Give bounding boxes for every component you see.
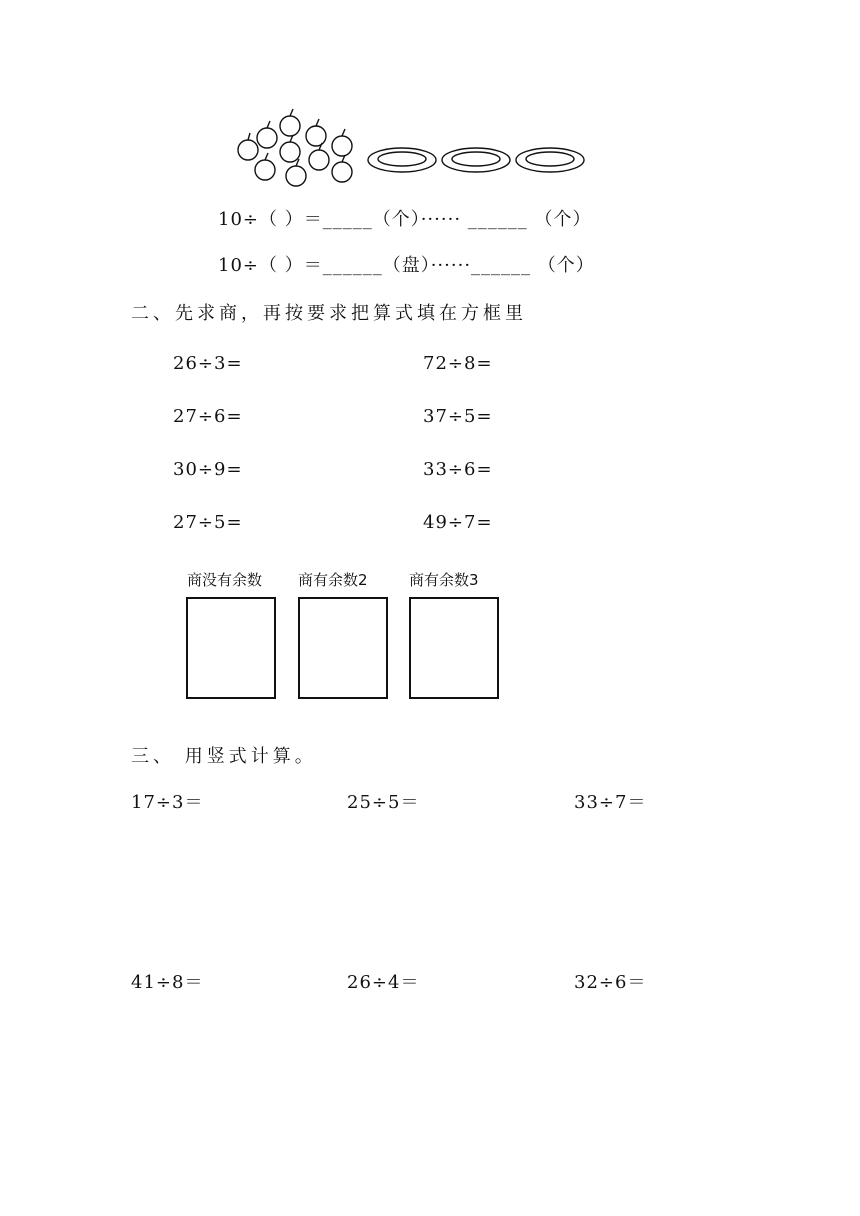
equation-right-1: 72÷8= [423, 353, 493, 374]
answer-box-no-remainder[interactable] [186, 597, 276, 699]
equation-right-2: 37÷5= [423, 406, 493, 427]
long-division-5: 26÷4＝ [347, 972, 420, 993]
equation-right-4: 49÷7= [423, 512, 493, 533]
long-division-3: 33÷7＝ [574, 792, 647, 813]
apple-icon [280, 135, 300, 162]
apple-icon [309, 143, 329, 170]
division-line-apples-per-plate: 10÷（ ）＝_____（个）······ ______ （个） [218, 209, 592, 230]
answer-box-remainder-2[interactable] [298, 597, 388, 699]
apple-icon [255, 153, 275, 180]
apple-icon [332, 129, 352, 156]
equation-left-3: 30÷9= [173, 459, 243, 480]
apple-icon [332, 155, 352, 182]
equation-left-1: 26÷3= [173, 353, 243, 374]
plate-icon [516, 148, 584, 172]
section-3-heading: 三、 用竖式计算。 [131, 746, 317, 767]
division-line-plates: 10÷（ ）＝______（盘）······______ （个） [218, 255, 595, 276]
apple-icon [238, 133, 258, 160]
apple-group [238, 109, 352, 186]
long-division-6: 32÷6＝ [574, 972, 647, 993]
apple-icon [306, 119, 326, 146]
illustration-svg [232, 106, 592, 192]
apple-icon [280, 109, 300, 136]
plate-group [368, 148, 584, 172]
equation-left-2: 27÷6= [173, 406, 243, 427]
plate-icon [442, 148, 510, 172]
apple-icon [286, 159, 306, 186]
plate-icon [368, 148, 436, 172]
box-label-remainder-2: 商有余数2 [298, 571, 368, 589]
box-label-remainder-3: 商有余数3 [409, 571, 479, 589]
apples-and-plates-illustration [232, 106, 592, 192]
equation-left-4: 27÷5= [173, 512, 243, 533]
apple-icon [257, 121, 277, 148]
long-division-2: 25÷5＝ [347, 792, 420, 813]
box-label-no-remainder: 商没有余数 [187, 571, 263, 589]
long-division-4: 41÷8＝ [131, 972, 204, 993]
section-2-heading: 二、先求商，再按要求把算式填在方框里 [131, 303, 527, 324]
equation-right-3: 33÷6= [423, 459, 493, 480]
long-division-1: 17÷3＝ [131, 792, 204, 813]
answer-box-remainder-3[interactable] [409, 597, 499, 699]
